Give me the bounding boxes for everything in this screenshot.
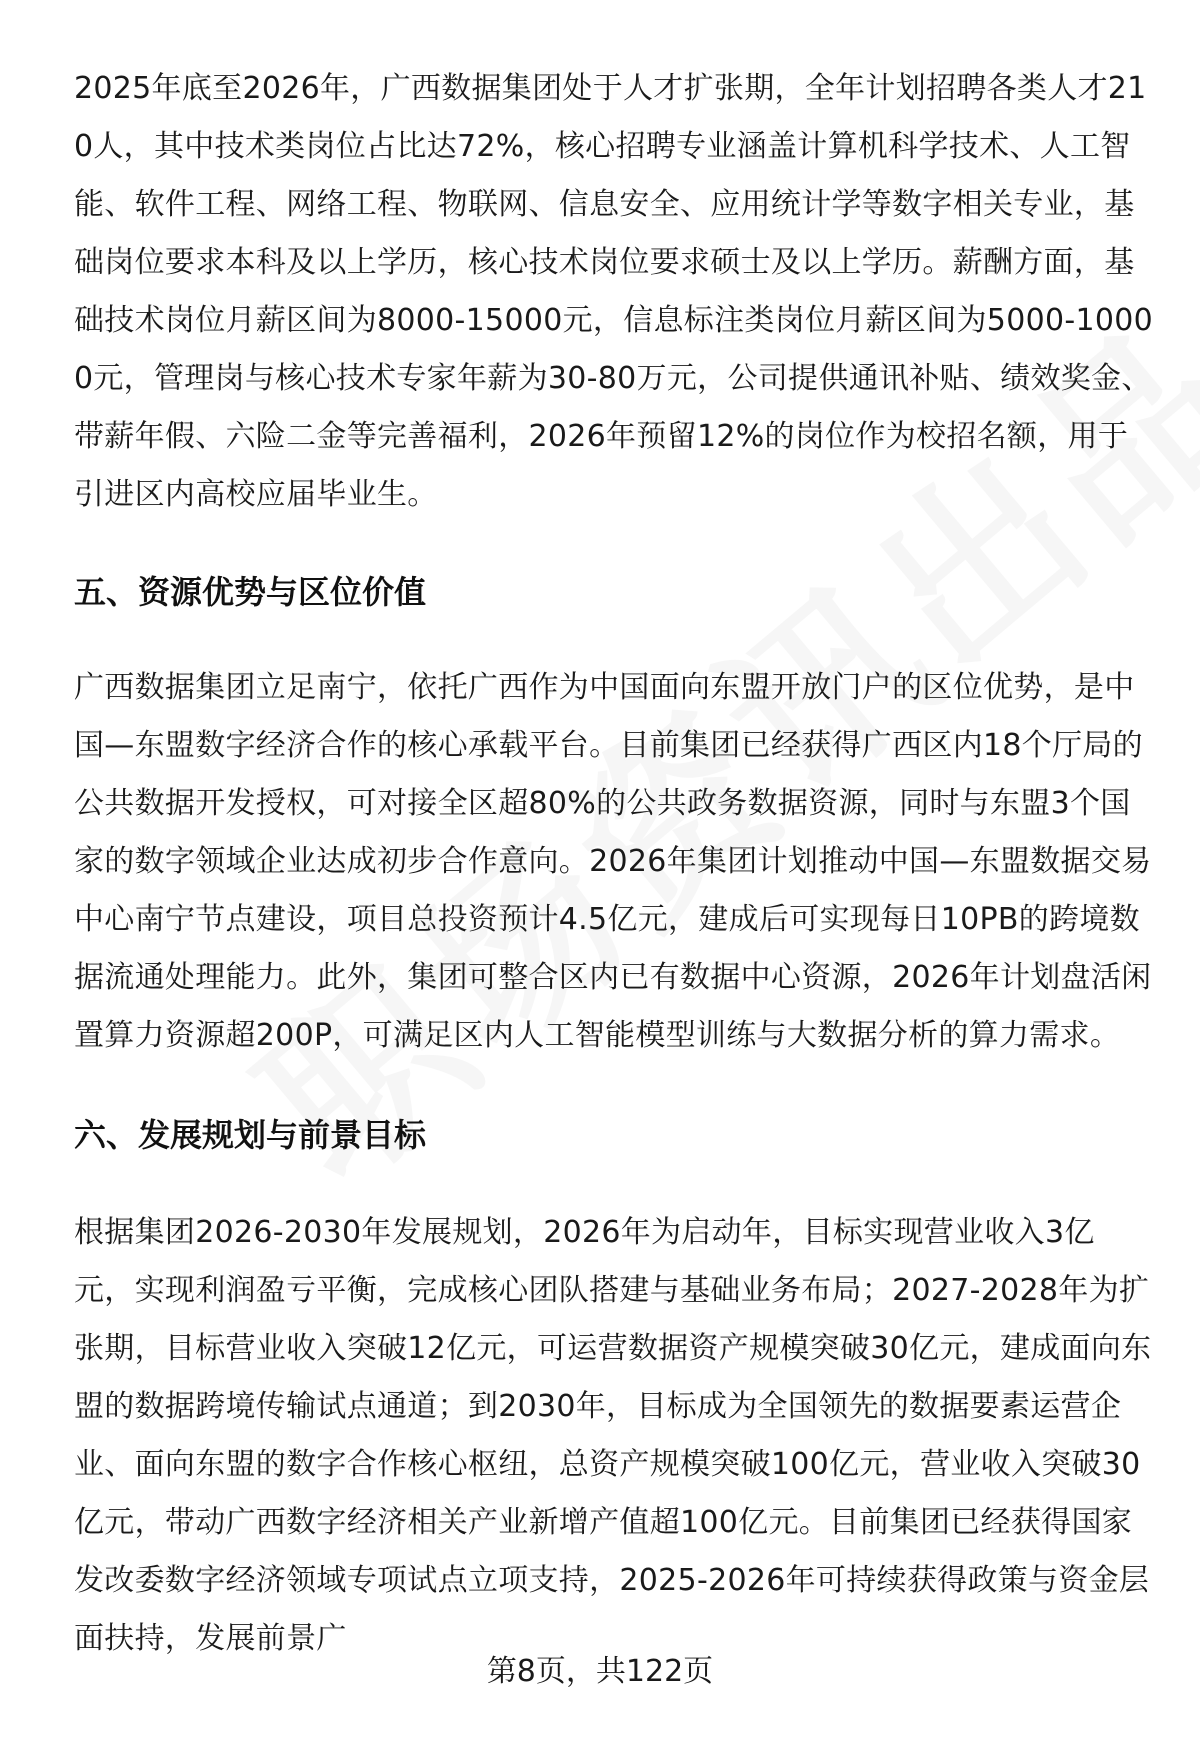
paragraph-resource-advantage: 广西数据集团立足南宁，依托广西作为中国面向东盟开放门户的区位优势，是中国—东盟数字经济合作的核心承载平台。目前集团已经获得广西区内18个厅局的公共数据开发授权，可对接全区超80%的公共政务数据资源，同时与东盟3个国家的数字领域企业达成初步合作意向。2026年集团计划推动中国—东盟数据交易中心南宁节点建设，项目总投资预计4.5亿元，建成后可实现每日10PB的跨境数据流通处理能力。此外，集团可整合区内已有数据中心资源，2026年计划盘活闲置算力资源超200P，可满足区内人工智能模型训练与大数据分析的算力需求。 (74, 670, 1152, 1053)
paragraph-development-plan: 根据集团2026-2030年发展规划，2026年为启动年，目标实现营业收入3亿元，实现利润盈亏平衡，完成核心团队搭建与基础业务布局；2027-2028年为扩张期，目标营业收入突破12亿元，可运营数据资产规模突破30亿元，建成面向东盟的数据跨境传输试点通道；到2030年，目标成为全国领先的数据要素运营企业、面向东盟的数字合作核心枢纽，总资产规模突破100亿元，营业收入突破30亿元，带动广西数字经济相关产业新增产值超100亿元。目前集团已经获得国家发改委数字经济领域专项试点立项支持，2025-2026年可持续获得政策与资金层面扶持，发展前景广 (74, 1215, 1152, 1656)
section-heading-resource-advantage: 五、资源优势与区位价值 (74, 573, 427, 611)
section-heading-development-plan: 六、发展规划与前景目标 (74, 1116, 427, 1154)
paragraph-talent-recruitment: 2025年底至2026年，广西数据集团处于人才扩张期，全年计划招聘各类人才210人，其中技术类岗位占比达72%，核心招聘专业涵盖计算机科学技术、人工智能、软件工程、网络工程、物联网、信息安全、应用统计学等数字相关专业，基础岗位要求本科及以上学历，核心技术岗位要求硕士及以上学历。薪酬方面，基础技术岗位月薪区间为8000-15000元，信息标注类岗位月薪区间为5000-10000元，管理岗与核心技术专家年薪为30-80万元，公司提供通讯补贴、绩效奖金、带薪年假、六险二金等完善福利，2026年预留12%的岗位作为校招名额，用于引进区内高校应届毕业生。 (74, 71, 1154, 512)
document-page (74, 60, 1154, 1668)
page-number-footer: 第8页，共122页 (486, 1654, 714, 1689)
